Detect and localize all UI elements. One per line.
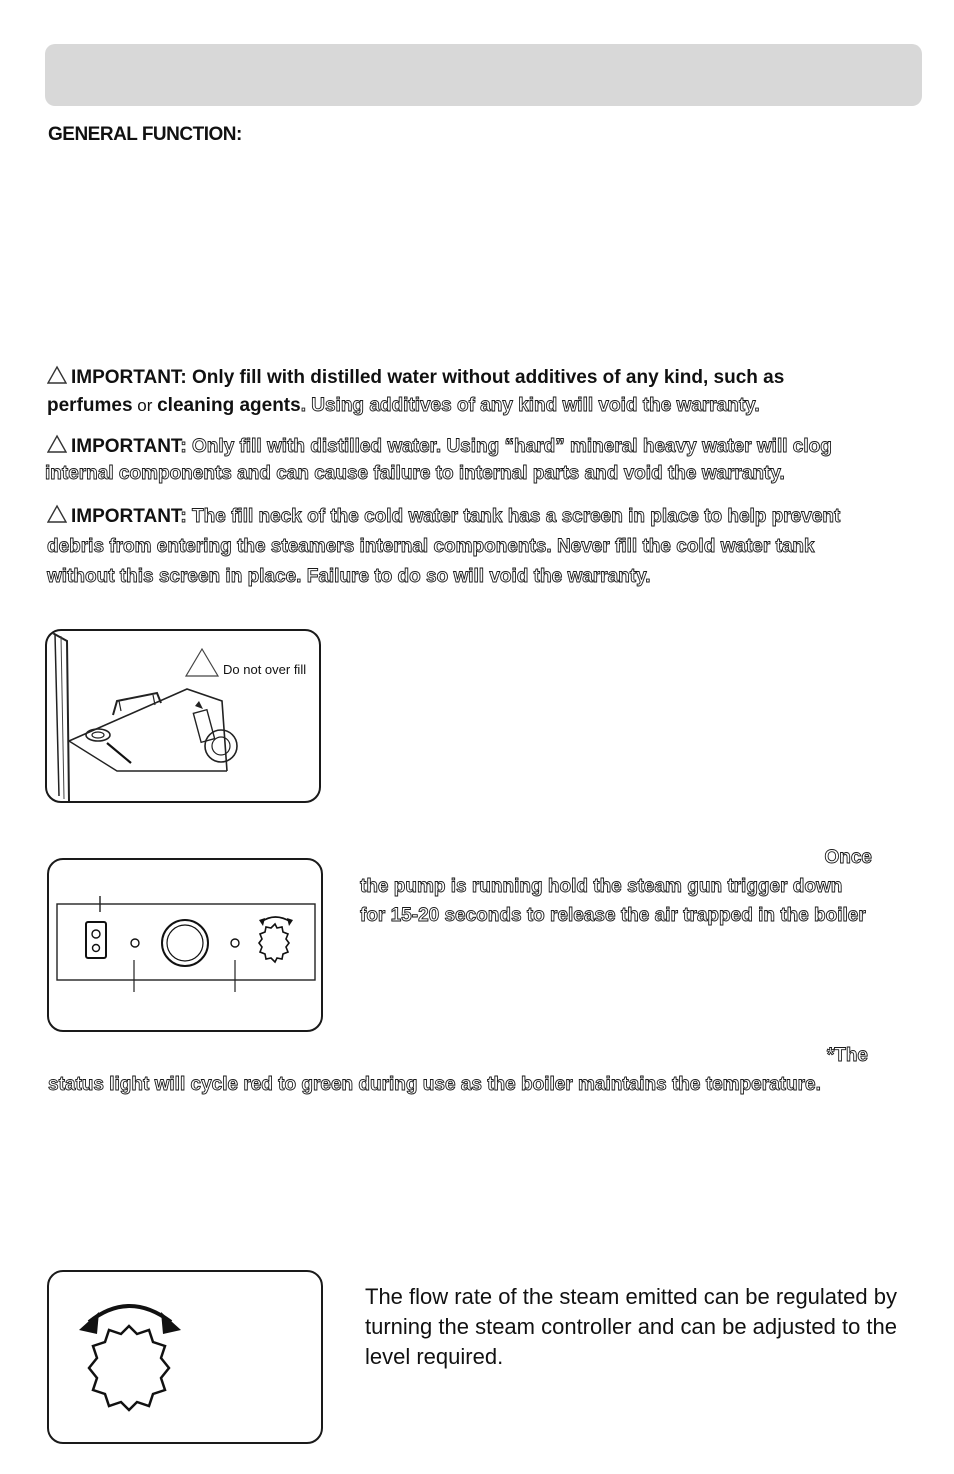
important-text: or (132, 396, 158, 415)
overfill-warning: Do not over fill (223, 662, 307, 677)
important-outline-text: internal components and can cause failure to internal parts and void the warranty. (45, 463, 785, 484)
power-switch-icon (86, 922, 106, 958)
pump-instructions (360, 843, 920, 930)
important-outline-text: debris from entering the steamers internal components. Never fill the cold water tank (47, 536, 815, 557)
control-panel-illustration (49, 860, 321, 1030)
flow-text-line: level required. (365, 1344, 504, 1369)
steam-controller-knob-icon (89, 1326, 169, 1410)
important-note-1 (47, 364, 927, 420)
pump-text-line: for 15-20 seconds to release the air trapped in the boiler (360, 905, 866, 926)
important-text: : Only fill with distilled water without additives of any kind, such as (180, 367, 785, 388)
steam-controller-diagram (47, 1270, 323, 1444)
flow-rate-text (365, 1282, 935, 1372)
important-label: IMPORTANT (71, 506, 181, 527)
warning-triangle-icon (47, 504, 67, 524)
flow-text-line: turning the steam controller and can be adjusted to the (365, 1314, 898, 1339)
flow-text-line: The flow rate of the steam emitted can be regulated by (365, 1284, 897, 1309)
warning-triangle-icon (47, 434, 67, 454)
important-outline-text: . Using additives of any kind will void the warranty. (300, 395, 760, 416)
important-text: perfumes (47, 395, 133, 416)
status-light-icon (131, 939, 139, 947)
steamer-tank-illustration (47, 631, 319, 801)
indicator-light-icon (231, 939, 239, 947)
pump-text-line: Once (824, 847, 872, 868)
important-note-2 (47, 433, 927, 487)
header-bar (45, 44, 922, 106)
steam-knob-icon (259, 924, 289, 962)
important-label: IMPORTANT (71, 436, 181, 457)
status-light-note (48, 1041, 928, 1099)
control-panel-diagram (47, 858, 323, 1032)
important-outline-text: without this screen in place. Failure to do so will void the warranty. (47, 566, 651, 587)
status-text-line: *The (826, 1045, 868, 1066)
important-text: cleaning agents (157, 395, 301, 416)
important-outline-text: : The fill neck of the cold water tank has a screen in place to help prevent (180, 506, 841, 527)
important-note-3 (47, 502, 927, 592)
important-label: IMPORTANT (71, 367, 181, 388)
steam-controller-illustration (49, 1272, 321, 1442)
fill-diagram-panel (45, 629, 321, 803)
warning-triangle-icon (47, 365, 67, 385)
status-text-line: status light will cycle red to green during use as the boiler maintains the temperature. (48, 1074, 821, 1095)
pump-text-line: the pump is running hold the steam gun trigger down (360, 876, 843, 897)
section-title: GENERAL FUNCTION: (48, 124, 242, 145)
pressure-gauge-icon (162, 920, 208, 966)
warning-triangle-icon (186, 649, 218, 676)
important-outline-text: : Only fill with distilled water. Using “hard” mineral heavy water will clog (180, 436, 832, 457)
